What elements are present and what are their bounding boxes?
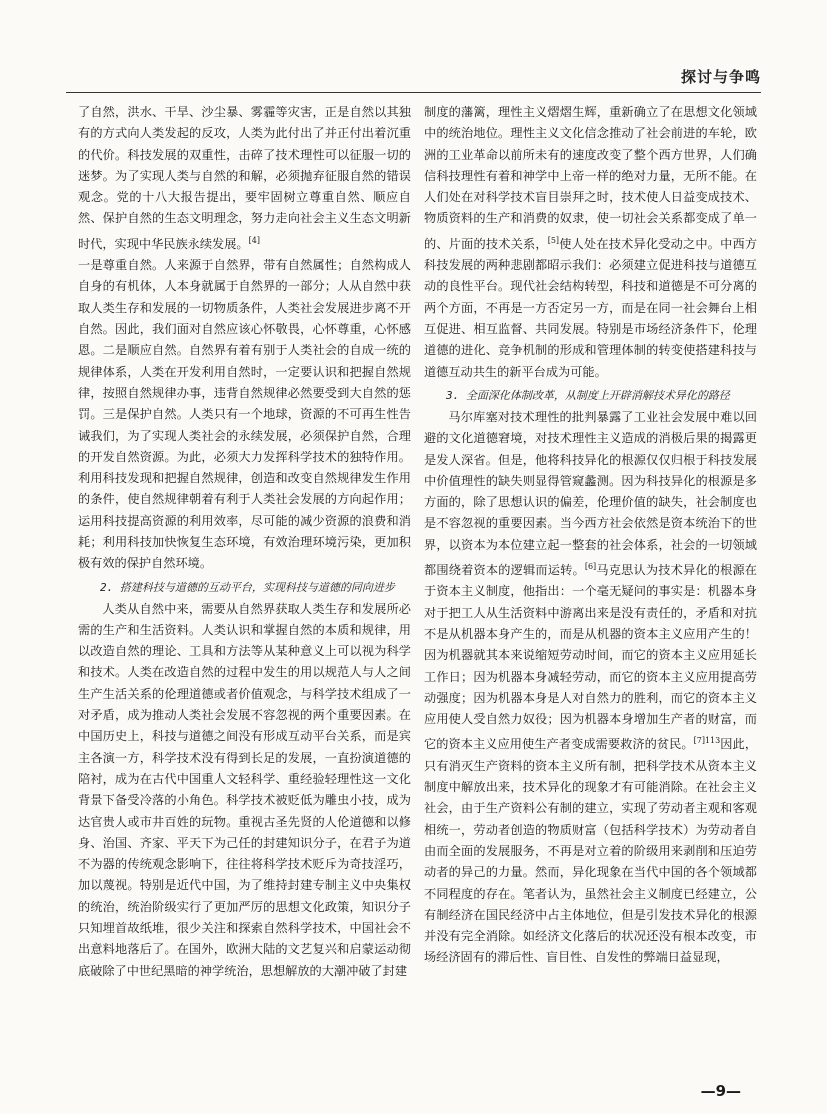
citation-ref: [4] xyxy=(248,235,260,245)
left-column xyxy=(78,102,411,1077)
journal-section-title: 探讨与争鸣 xyxy=(680,68,761,86)
citation-ref: [7]113 xyxy=(693,736,721,746)
paragraph-text: 马尔库塞对技术理性的批判暴露了工业社会发展中难以回避的文化道德窘境，对技术理性主义造成的消极后果的揭露更是发人深省。但是，他将科技异化的根源仅仅归根于科技发展中价值理性的缺失则显得管窥蠡测。因为科技异化的根源是多方面的，除了思想认识的偏差，伦理价值的缺失，社会制度也是不容忽视的重要因素。当今西方社会依然是资本统治下的世界，以资本为本位建立起一整套的社会体系，社会的一切领域都围绕着资本的逻辑而运转。 xyxy=(424,409,757,578)
section-heading: 2. 搭建科技与道德的互动平台，实现科技与道德的同向进步 xyxy=(100,580,395,594)
right-column xyxy=(424,102,757,1077)
paragraph xyxy=(424,102,757,383)
paragraph-text: 了自然，洪水、干旱、沙尘暴、雾霾等灾害，正是自然以其独有的方式向人类发起的反攻，人类为此付出了并正付出着沉重的代价。科技发展的双重性，击碎了技术理性可以征服一切的迷梦。为了实现人类与自然的和解，必须抛弃征服自然的错误观念。党的十八大报告提出，要牢固树立尊重自然、顺应自然、保护自然的生态文明理念，努力走向社会主义生态文明新时代，实现中华民族永续发展。 xyxy=(78,105,411,251)
citation-ref: [6] xyxy=(584,562,597,571)
paragraph-text: 因此，只有消灭生产资料的资本主义所有制，把科学技术从资本主义制度中解放出来，技术异化的现象才有可能消除。在社会主义社会，由于生产资料公有制的建立，实现了劳动者主观和客观相统一，劳动者创造的物质财富（包括科学技术）为劳动者自由而全面的发展服务，不再是对立着的阶级用来剥削和压迫劳动者的异己的力量。然而，异化现象在当代中国的各个领域都不同程度的存在。笔者认为，虽然社会主义制度已经建立，公有制经济在国民经济中占主体地位，但是引发技术异化的根源并没有完全消除。如经济文化落后的状况还没有根本改变，市场经济固有的滞后性、盲目性、自发性的弊端日益显现， xyxy=(424,737,757,965)
section-heading: 3. 全面深化体制改革，从制度上开辟消解技术异化的路径 xyxy=(446,388,730,402)
paragraph: 一是尊重自然。人来源于自然界，带有自然属性；自然构成人自身的有机体，人本身就属于自然界的一部分；人从自然中获取人类生存和发展的一切物质条件，人类社会发展进步离不开自然。因此，我们面对自然应该心怀敬畏，心怀尊重，心怀感恩。二是顺应自然。自然界有着有别于人类社会的自成一统的规律体系，人类在开发利用自然时，一定要认识和把握自然规律，按照自然规律办事，违背自然规律必然要受到大自然的惩罚。三是保护自然。人类只有一个地球，资源的不可再生性告诫我们，为了实现人类社会的永续发展，必须保护自然，合理的开发自然资源。为此，必须大力发挥科学技术的独特作用。利用科技发现和把握自然规律，创造和改变自然规律发生作用的条件，使自然规律朝着有利于人类社会发展的方向起作用；运用科技提高资源的利用效率，尽可能的减少资源的浪费和消耗；利用科技加快恢复生态环境，有效治理环境污染，更加积极有效的保护自然环境。 xyxy=(78,258,411,571)
paragraph-text: 使人处在技术异化受动之中。中西方科技发展的两种悲剧都昭示我们：必须建立促进科技与道德互动的良性平台。现代社会结构转型，科技和道德是不可分离的两个方面，不再是一方否定另一方，而是在同一社会舞台上相互促进、相互监督、共同发展。特别是市场经济条件下，伦理道德的进化、竞争机制的形成和管理体制的转变使搭建科技与道德互动共生的新平台成为可能。 xyxy=(424,236,757,379)
paragraph: 人类从自然中来，需要从自然界获取人类生存和发展所必需的生产和生活资料。人类认识和掌握自然的本质和规律，用以改造自然的理论、工具和方法等从某种意义上可以视为科学和技术。人类在改造自然的过程中发生的用以规范人与人之间生产生活关系的伦理道德或者价值观念，与科学技术组成了一对矛盾，成为推动人类社会发展不容忽视的两个重要因素。在中国历史上，科技与道德之间没有形成互动平台关系，而是宾主各演一方，科学技术没有得到长足的发展，一直扮演道德的陪衬，成为在古代中国重人文轻科学、重经验轻理性这一文化背景下备受冷落的小角色。科学技术被贬低为雕虫小技，成为达官贵人或市井百姓的玩物。重视古圣先贤的人伦道德和以修身、治国、齐家、平天下为己任的封建知识分子，在君子为道不为器的传统观念影响下，往往将科学技术贬斥为奇技淫巧，加以蔑视。特别是近代中国，为了维持封建专制主义中央集权的统治，统治阶级实行了更加严厉的思想文化政策，知识分子只知埋首故纸堆，很少关注和探索自然科学技术，中国社会不出意料地落后了。在国外，欧洲大陆的文艺复兴和启蒙运动彻底破除了中世纪黑暗的神学统治，思想解放的大潮冲破了封建 xyxy=(78,601,411,978)
header-divider xyxy=(66,92,761,93)
paragraph-text: 制度的藩篱，理性主义熠熠生辉，重新确立了在思想文化领域中的统治地位。理性主义文化信念推动了社会前进的车轮，欧洲的工业革命以前所未有的速度改变了整个西方世界，人们确信科技理性有着和神学中上帝一样的绝对力量，无所不能。在人们处在对科学技术盲目崇拜之时，技术使人日益变成技术、物质资料的生产和消费的奴隶，使一切社会关系都变成了单一的、片面的技术关系， xyxy=(424,105,757,251)
citation-ref: [5] xyxy=(547,235,560,245)
page-number: —9— xyxy=(700,1082,741,1100)
paragraph xyxy=(78,102,411,255)
paragraph xyxy=(424,407,757,969)
paragraph-text: 马克思认为技术异化的根源在于资本主义制度，他指出：一个毫无疑问的事实是：机器本身对于把工人从生活资料中游离出来是没有责任的，矛盾和对抗不是从机器本身产生的，而是从机器的资本主义应用产生的！因为机器就其本来说缩短劳动时间，而它的资本主义应用延长工作日；因为机器本身减轻劳动，而它的资本主义应用提高劳动强度；因为机器本身是人对自然力的胜利，而它的资本主义应用使人受自然力奴役；因为机器本身增加生产者的财富，而它的资本主义应用使生产者变成需要救济的贫民。 xyxy=(424,563,757,752)
